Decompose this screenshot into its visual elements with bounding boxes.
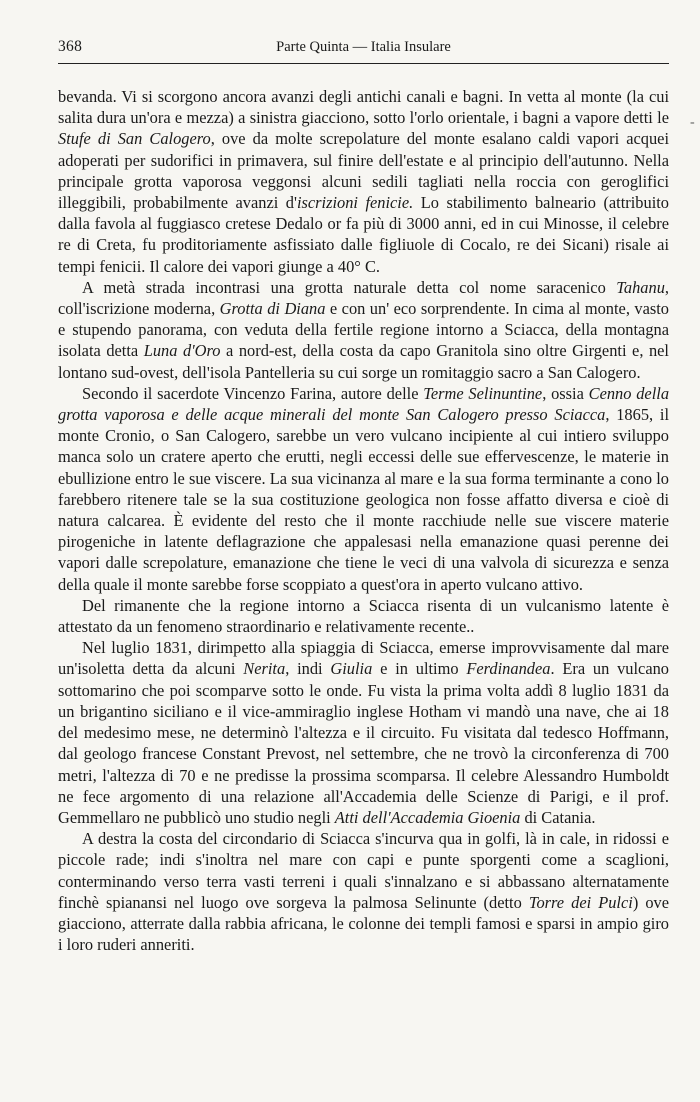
- paragraph: [58, 595, 669, 637]
- text-run: Del rimanente che la regione intorno a Sciacca risenta di un vulcanismo latente è attestato da un fenomeno straordinario e relativamente recente..: [58, 595, 669, 637]
- text-run: e con un' eco sorprendente. In cima al monte, vasto e stupendo panorama, con veduta della fertile regione intorno a Sciacca, della montagna isolata detta: [58, 299, 669, 361]
- text-run: A metà strada incontrasi una grotta naturale detta col nome saracenico: [82, 277, 617, 297]
- paragraph: [58, 86, 669, 277]
- italic-title: Atti dell'Accademia Gioenia: [334, 807, 521, 827]
- italic-title: Luna d'Oro: [143, 341, 221, 361]
- margin-mark: -: [690, 115, 695, 130]
- text-run: , indi: [285, 659, 331, 679]
- text-run: , coll'iscrizione moderna,: [58, 277, 669, 319]
- italic-title: Giulia: [330, 659, 373, 679]
- italic-title: Torre dei Pulci: [528, 892, 633, 912]
- text-run: di Catania.: [520, 807, 596, 827]
- italic-title: iscrizioni fenicie.: [296, 193, 414, 213]
- page-number: 368: [58, 38, 83, 55]
- paragraph: [58, 637, 669, 828]
- page-header: [58, 37, 669, 64]
- italic-title: Terme Selinuntine: [423, 383, 543, 403]
- text-run: A destra la costa del circondario di Sciacca s'incurva qua in golfi, là in cale, in ridossi e piccole rade; indi s'inoltra nel mare con capi e punte sporgenti come a scaglioni, conterminando verso terra vasti terreni i quali s'innalzano e si abbassano alternatamente finchè spianansi nel luogo ove sorgeva la palmosa Selinunte (detto: [58, 829, 669, 912]
- italic-title: Nerita: [243, 659, 286, 679]
- text-run: ) ove giacciono, atterrate dalla rabbia africana, le colonne dei templi famosi e sparsi in ampio giro i loro ruderi anneriti.: [58, 892, 669, 955]
- text-run: , ossia: [542, 383, 589, 403]
- text-run: Secondo il sacerdote Vincenzo Farina, autore delle: [82, 383, 424, 403]
- paragraph: [58, 383, 669, 595]
- text-run: . Era un vulcano sottomarino che poi scomparve sotto le onde. Fu vista la prima volta addì 8 luglio 1831 da un brigantino siciliano e il vice-ammiraglio inglese Hotham vi mandò una nave, che ai 18 del medesimo mese, ne determinò l'altezza e il circuito. Fu visitata dal tedesco Hoffmann, dal geologo francese Constant Prevost, nel settembre, che ne trovò la circonferenza di 700 metri, l'altezza di 70 e ne predisse la prossima scomparsa. Il celebre Alessandro Humboldt ne fece argomento di una relazione all'Accademia delle Scienze di Parigi, e il prof. Gemmellaro ne pubblicò uno studio negli: [58, 659, 669, 827]
- running-title: Parte Quinta — Italia Insulare: [276, 39, 451, 55]
- italic-title: Tahanu: [616, 277, 665, 297]
- text-run: Lo stabilimento balneario (attribuito dalla favola al fuggiasco cretese Dedalo or fa più di 3000 anni, ed in cui Minosse, il celebre re di Creta, fu proditoriamente asfissiato dalle figliuole di Cocalo, re dei Sicani) risale ai tempi fenicii. Il calore dei vapori giunge a 40° C.: [58, 193, 669, 276]
- body-text: [58, 86, 669, 955]
- italic-title: Cenno della grotta vaporosa e delle acque minerali del monte San Calogero presso Sciacca: [58, 383, 670, 425]
- text-run: , ove da molte screpolature del monte esalano caldi vapori acquei adoperati per sudorifici in primavera, sul finire dell'estate e al principio dell'autunno. Nella principale grotta vaporosa veggonsi alcuni sedili tagliati nella roccia con geroglifici illeggibili, probabilmente avanzi d': [58, 129, 669, 213]
- paragraph: [58, 828, 669, 955]
- italic-title: Grotta di Diana: [219, 299, 326, 319]
- text-run: bevanda. Vi si scorgono ancora avanzi degli antichi canali e bagni. In vetta al monte (la cui salita dura un'ora e mezza) a sinistra giacciono, sotto l'orlo orientale, i bagni a vapore detti le: [58, 87, 669, 128]
- paragraph: [58, 277, 669, 383]
- text-run: a nord-est, della costa da capo Granitola sino oltre Girgenti e, nel lontano sud-ovest, dell'isola Pantelleria su cui sorge un romitaggio sacro a San Calogero.: [58, 341, 669, 382]
- text-run: Nel luglio 1831, dirimpetto alla spiaggia di Sciacca, emerse improvvisamente dal mare un'isoletta detta da alcuni: [58, 638, 669, 679]
- italic-title: Ferdinandea: [466, 659, 551, 679]
- text-run: , 1865, il monte Cronio, o San Calogero, sarebbe un vero vulcano incipiente al cui intiero sviluppo manca solo un cratere aperto che erutti, negli eccessi delle sue effervescenze, le materie in ebullizione entro le sue viscere. La sua vicinanza al mare e la sua forma terminante a cono lo farebbero ritenere tale se la sua costituzione geologica non fosse affatto diversa e cioè di natura calcarea. È evidente del resto che il monte racchiude nelle sue viscere materie pirogeniche in latente deflagrazione che appalesasi nella emanazione quasi perenne dei vapori dalle screpolature, emanazione che tiene le veci di una valvola di sicurezza e senza della quale il monte sarebbe forse scoppiato a quest'ora in aperto vulcano attivo.: [58, 405, 669, 594]
- text-run: e in ultimo: [372, 659, 467, 679]
- italic-title: Stufe di San Calogero: [58, 129, 211, 149]
